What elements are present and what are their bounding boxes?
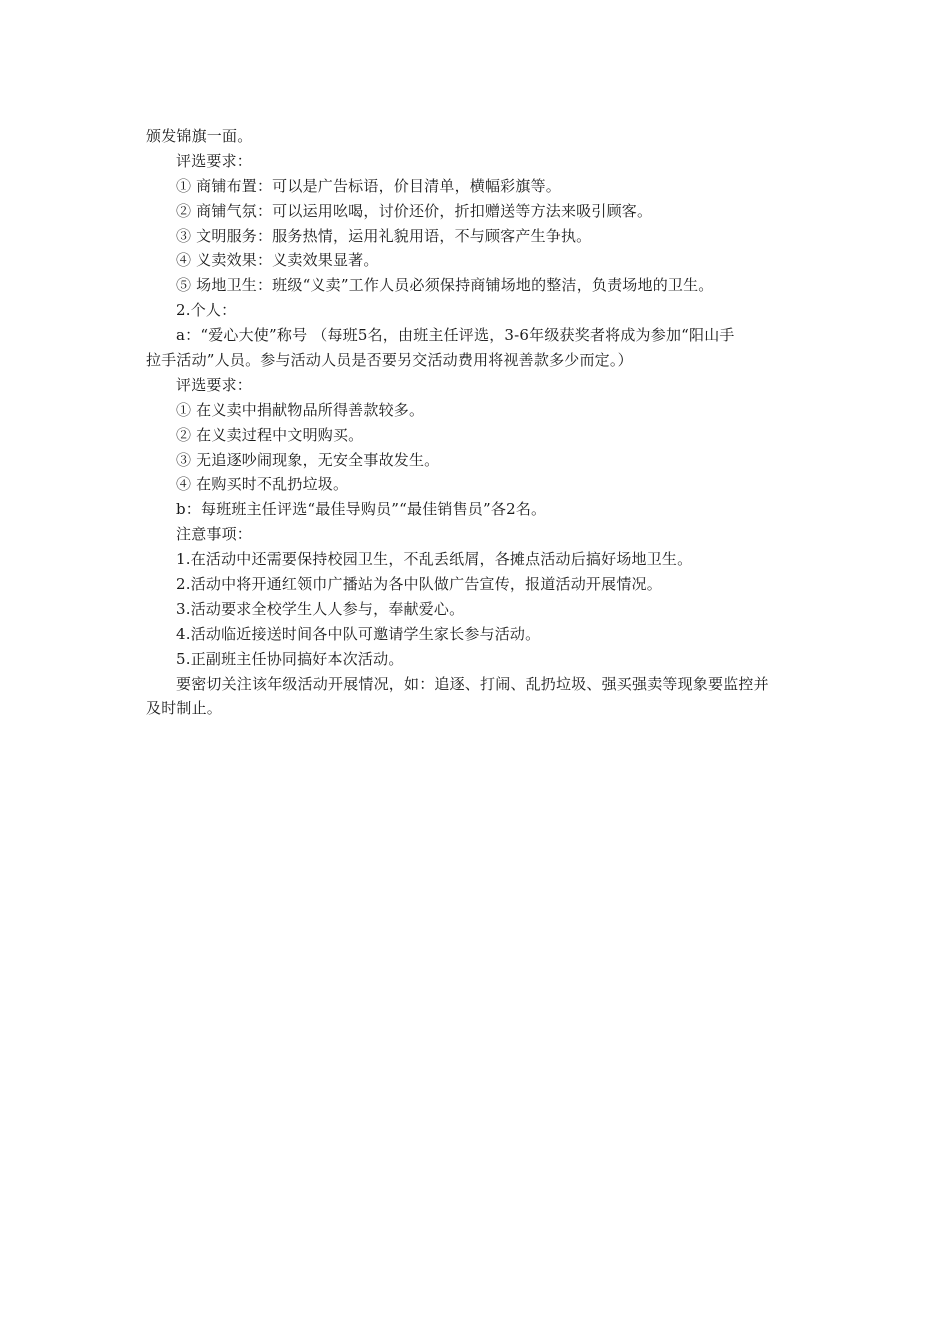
list-item: ② 在义卖过程中文明购买。 [176, 425, 364, 444]
list-item: 5.正副班主任协同搞好本次活动。 [176, 649, 404, 668]
text-line: 及时制止。 [146, 699, 223, 718]
list-item: ① 商铺布置：可以是广告标语，价目清单，横幅彩旗等。 [176, 176, 561, 195]
section-heading: 注意事项： [176, 525, 253, 544]
list-item: ④ 义卖效果：义卖效果显著。 [176, 251, 379, 270]
list-item: ② 商铺气氛：可以运用吆喝，讨价还价，折扣赠送等方法来吸引顾客。 [176, 201, 653, 220]
section-heading: 评选要求： [176, 151, 253, 170]
text-line: 颁发锦旗一面。 [146, 127, 253, 145]
text-line: a：“爱心大使”称号 （每班5名，由班主任评选，3-6年级获奖者将成为参加“阳山手 [176, 326, 735, 345]
text-line: 要密切关注该年级活动开展情况，如：追逐、打闹、乱扔垃圾、强买强卖等现象要监控并 [176, 674, 769, 693]
list-item: ⑤ 场地卫生：班级“义卖”工作人员必须保持商铺场地的整洁，负责场地的卫生。 [176, 276, 714, 295]
list-item: 3.活动要求全校学生人人参与，奉献爱心。 [176, 599, 465, 618]
list-item: ③ 文明服务：服务热情，运用礼貌用语，不与顾客产生争执。 [176, 226, 592, 245]
list-item: 4.活动临近接送时间各中队可邀请学生家长参与活动。 [176, 624, 541, 643]
list-item: ③ 无追逐吵闹现象，无安全事故发生。 [176, 450, 440, 469]
list-item: 1.在活动中还需要保持校园卫生，不乱丢纸屑，各摊点活动后搞好场地卫生。 [176, 550, 693, 569]
section-heading: 评选要求： [176, 375, 253, 394]
text-line: 拉手活动”人员。参与活动人员是否要另交活动费用将视善款多少而定。） [146, 351, 633, 370]
list-item: ④ 在购买时不乱扔垃圾。 [176, 475, 349, 494]
list-item: ① 在义卖中捐献物品所得善款较多。 [176, 400, 425, 419]
text-line: b：每班班主任评选“最佳导购员”“最佳销售员”各2名。 [176, 500, 547, 519]
document-page [146, 124, 816, 721]
section-heading: 2.个人： [176, 301, 237, 320]
list-item: 2.活动中将开通红领巾广播站为各中队做广告宣传，报道活动开展情况。 [176, 575, 662, 594]
